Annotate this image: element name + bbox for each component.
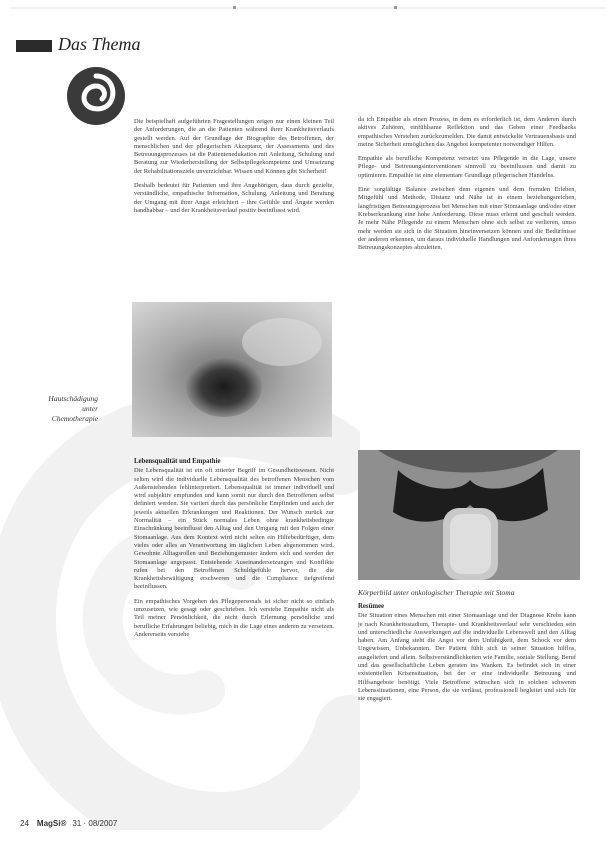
paragraph: Eine sorgfältige Balance zwischen dem eigenen und dem fremden Erleben, Mitgefühl und Methode, Distanz und Nähe ist in einem beziehungsreichen, langfristigen Betreuungsprozess bei Menschen mit einer Stomaanlage und/oder einer Krebserkrankung eine hohe Anforderung. Diese muss erlernt und geschult werden. Je mehr Nähe Pflegende zu einem Menschen ohne sich selbst zu verlieren, umso mehr werden sie sich in die Situation hineinversetzen können und die Bedürfnisse der anderen erkennen, um daraus individuelle Handlungen und Anforderungen ihres Betreuungskonzeptes abzuleiten. — [358, 186, 576, 252]
skin-damage-photo — [132, 302, 332, 437]
paragraph: da ich Empathie als einen Prozess, in dem es erforderlich ist, dem Anderen durch aktives Zuhören, einfühlsame Reflektion und das Geben einer Feedbacks empathisches Verstehen zurückzumelden. Die damit entwickelte Vertrauensbasis und meine Sicherheit ermöglichen das Angebot kompetenter notwendiger Hilfen. — [358, 116, 576, 148]
text-column-1 — [134, 118, 334, 221]
section-title: Das Thema — [58, 34, 141, 54]
page-number: 24 — [20, 819, 29, 828]
paragraph: Die Situation eines Menschen mit einer Stomaanlage und der Diagnose Krebs kann je nach Krankheitsstadium, Therapie- und Krankheitsverlauf sehr verschieden sein und unterschiedliche Auswirkungen auf die individuelle Lebenswelt und den Alltag haben. Am Anfang steht die Angst vor dem Unfähigkeit, dem Schock vor dem Ungewissen, Unbekannten. Der Patient fühlt sich in seiner Situation hilflos, ausgeliefert und allein. Selbstverständlichkeiten wie Familie, soziale Stellung, Beruf und das gesellschaftliche Leben geraten ins Wanken. Es befindet sich in einer existentiellen Krisensituation, bei der er eine individuelle Betreuung und Hilfsangebote benötigt. Viele Betroffene wünschen sich in solchen schweren Lebenssituationen, eine Person, die sie verlässt, professionell begleitet und sich für sie engagiert. — [358, 612, 576, 703]
issue-info: 31 · 08/2007 — [72, 819, 118, 828]
photo-caption-skin-damage — [6, 394, 98, 424]
magazine-brand: MagSi® — [36, 819, 67, 828]
caption-line: Hautschädigung — [48, 394, 98, 403]
paragraph: Ein empathisches Vorgehen des Pflegepersonals ist sicher nicht so einfach umzusetzen, wie gesagt oder geschrieben. Ich verstehe Empathie nicht als Teil meiner Persönlichkeit, die nicht durch Erlernung persönliche und berufliche Erfahrungen beliebig, mich in die Lage eines anderen zu versetzen. Andererseits verstehe — [134, 597, 334, 638]
swirl-logo-icon — [64, 64, 128, 128]
paragraph: Empathie als berufliche Kompetenz versetzt uns Pflegende in die Lage, unsere Pflege- und Betreuungsinterventionen sinnvoll zu beeinflussen und damit zu optimieren. Empathie ist eine elementare Grundlage pflegerischen Handelns. — [358, 155, 576, 179]
page-footer — [20, 819, 117, 828]
text-column-2 — [358, 116, 576, 258]
top-rule — [0, 0, 616, 12]
text-column-4 — [358, 603, 576, 710]
photo-caption-body-image: Körperbild unter onkologischer Therapie mit Stoma — [358, 588, 515, 597]
paragraph: Deshalb bedeutet für Patienten und ihre Angehörigen, dass durch gezielte, verständliche, empathische Information, Schulung, Anleitung und Beratung der Umgang mit ihrer Angst erleichtert – ihre Gefühle und Ängste werden handhabbar – und der Krankheitsverlauf positiv beeinflusst wird. — [134, 182, 334, 214]
section-heading: Lebensqualität und Empathie — [134, 458, 221, 465]
caption-line: unter — [82, 404, 98, 413]
section-heading: Resümee — [358, 603, 385, 610]
section-marker-bar — [16, 40, 52, 52]
caption-line: Chemotherapie — [51, 414, 98, 423]
paragraph: Die Lebensqualität ist ein oft zitierter Begriff im Gesundheitswesen. Nicht selten wird die individuelle Lebensqualität des betroffenen Menschen vom Außenstehenden fehlinterpretiert. Lebensqualität ist immer individuell und wird subjektiv empfunden und kann somit nur durch den Betroffenen selbst definiert werden. Sie variiert durch das persönliche Empfinden und auch der jeweils aktuellen Erkrankungen und Reaktionen. Der Wunsch zurück zur Normalität – ein Stück normales Leben ohne krankheitsbedingte Einschränkung beeinflusst den Alltag und den Umgang mit den Folgen einer Stomaanlage. Aus dem Kontext wird nicht selten ein Hilfebedürftiger, dem vieles oder alles an Verantwortung im täglichen Leben abgenommen wird. Gewohnte Alltagsrollen und Beziehungsmuster ändern sich und werden der Stomaanlage angepasst. Entstehende Auseinandersetzungen und Konflikte rufen bei den Betroffenen Schuldgefühle hervor, die die Krankheitsbewältigung erschweren und die Compliance tiefgreifend beeinflussen. — [134, 467, 334, 591]
text-column-3 — [134, 458, 334, 645]
body-image-photo — [358, 450, 580, 580]
paragraph: Die beispielhaft aufgeführten Fragestellungen zeigen nur einen kleinen Teil der Anforderungen, die an die Patienten während ihrer Krankheitsverlaufs gestellt werden. Auf der Grundlage der Biographie des Betroffenen, der menschlichen und der pflegerischen Akzeptanz, der Assessments und des Betreuungsprozesses ist die Patientenedukation mit Anleitung, Schulung und Beratung zur Wiederherstellung der Selbstpflegekompetenz und Umsetzung der Rehabilitationsziele unverzichtbar. Wissen und Können gibt Sicherheit! — [134, 118, 334, 175]
